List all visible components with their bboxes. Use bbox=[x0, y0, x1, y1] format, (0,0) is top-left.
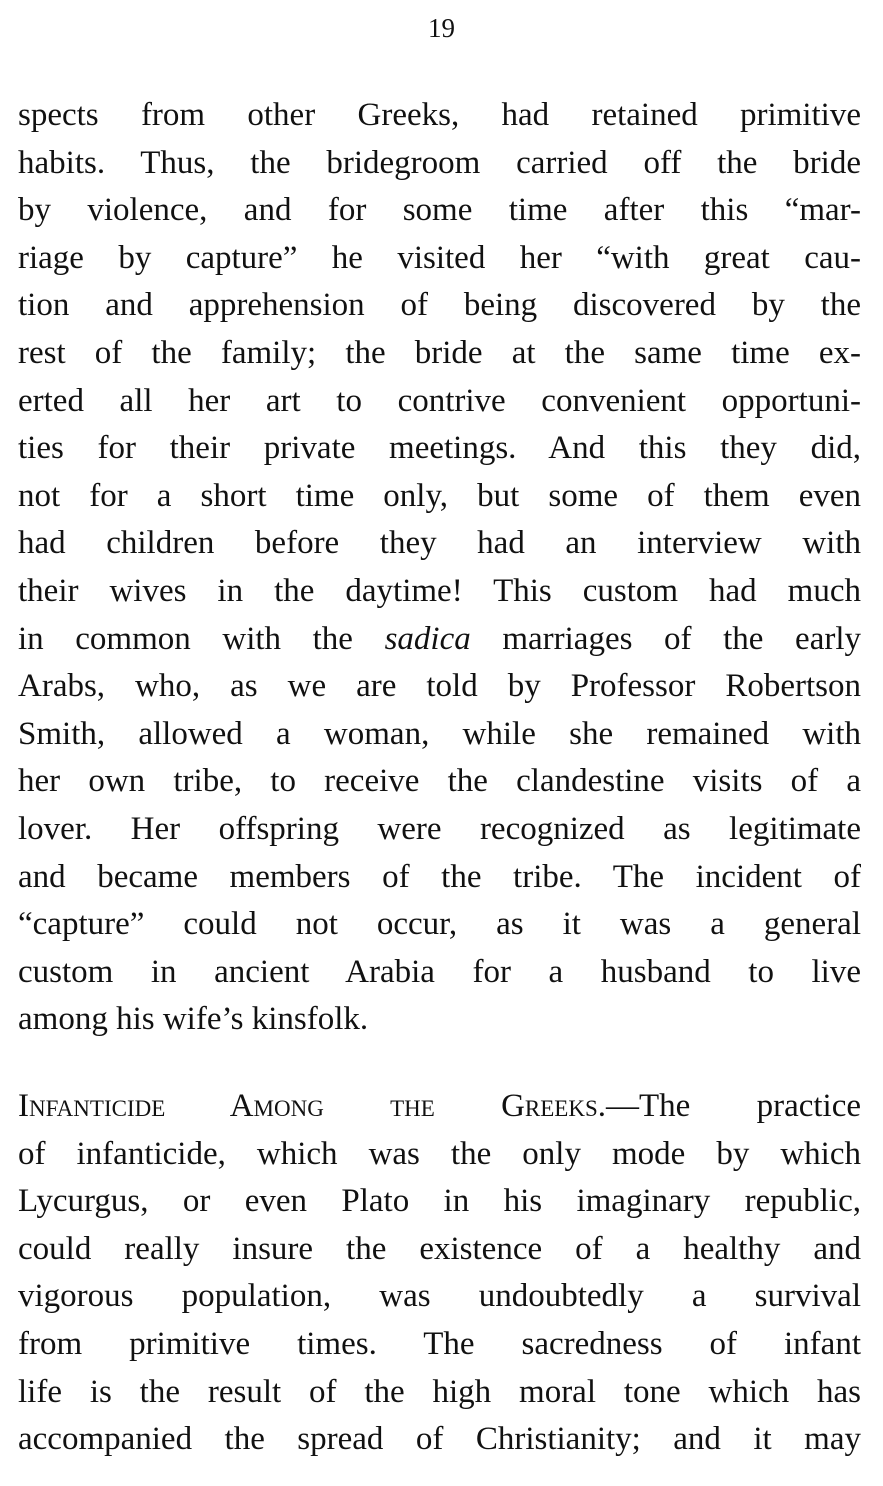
text-line: ties for their private meetings. And this they did, bbox=[18, 430, 861, 467]
text-line: Arabs, who, as we are told by Professor Robertson bbox=[18, 668, 861, 705]
text-line bbox=[18, 1083, 861, 1131]
text-line: by violence, and for some time after this “mar- bbox=[18, 192, 861, 229]
text-line: custom in ancient Arabia for a husband to live bbox=[18, 953, 861, 990]
text-line: and became members of the tribe. The incident of bbox=[18, 858, 861, 895]
text-line: accompanied the spread of Christianity; and it may bbox=[18, 1421, 861, 1458]
text-line: “capture” could not occur, as it was a general bbox=[18, 906, 861, 943]
text-line: of infanticide, which was the only mode by which bbox=[18, 1135, 861, 1172]
italic-term-sadica: sadica bbox=[384, 620, 471, 657]
text-line: erted all her art to contrive convenient opportuni- bbox=[18, 382, 861, 419]
text-line: not for a short time only, but some of them even bbox=[18, 477, 861, 514]
text-line: her own tribe, to receive the clandestine visits of a bbox=[18, 763, 861, 800]
text-line: rest of the family; the bride at the same time ex- bbox=[18, 334, 861, 371]
text-span: —The practice bbox=[606, 1088, 861, 1124]
text-line: tion and apprehension of being discovered by the bbox=[18, 287, 861, 324]
text-line: lover. Her offspring were recognized as legitimate bbox=[18, 810, 861, 847]
paragraph-infanticide bbox=[18, 1083, 861, 1464]
text-line: had children before they had an interview with bbox=[18, 525, 861, 562]
text-line: could really insure the existence of a healthy and bbox=[18, 1230, 861, 1267]
paragraph-marriage-customs bbox=[18, 92, 861, 1044]
text-line: riage by capture” he visited her “with great cau- bbox=[18, 239, 861, 276]
text-line: vigorous population, was undoubtedly a survival bbox=[18, 1278, 861, 1315]
text-line bbox=[18, 616, 861, 664]
text-line: from primitive times. The sacredness of infant bbox=[18, 1325, 861, 1362]
page-number: 19 bbox=[428, 13, 455, 43]
text-line: Lycurgus, or even Plato in his imaginary republic, bbox=[18, 1183, 861, 1220]
text-line: their wives in the daytime! This custom had much bbox=[18, 572, 861, 609]
text-span: marriages of the early bbox=[470, 620, 861, 657]
text-line: life is the result of the high moral tone which has bbox=[18, 1373, 861, 1410]
text-line: Smith, allowed a woman, while she remained with bbox=[18, 715, 861, 752]
text-line: among his wife’s kinsfolk. bbox=[18, 1001, 369, 1038]
text-span: in common with the bbox=[18, 620, 385, 657]
text-line: habits. Thus, the bridegroom carried off the bride bbox=[18, 144, 861, 181]
text-line: spects from other Greeks, had retained primitive bbox=[18, 97, 861, 133]
section-heading: Infanticide Among the Greeks. bbox=[18, 1088, 607, 1124]
